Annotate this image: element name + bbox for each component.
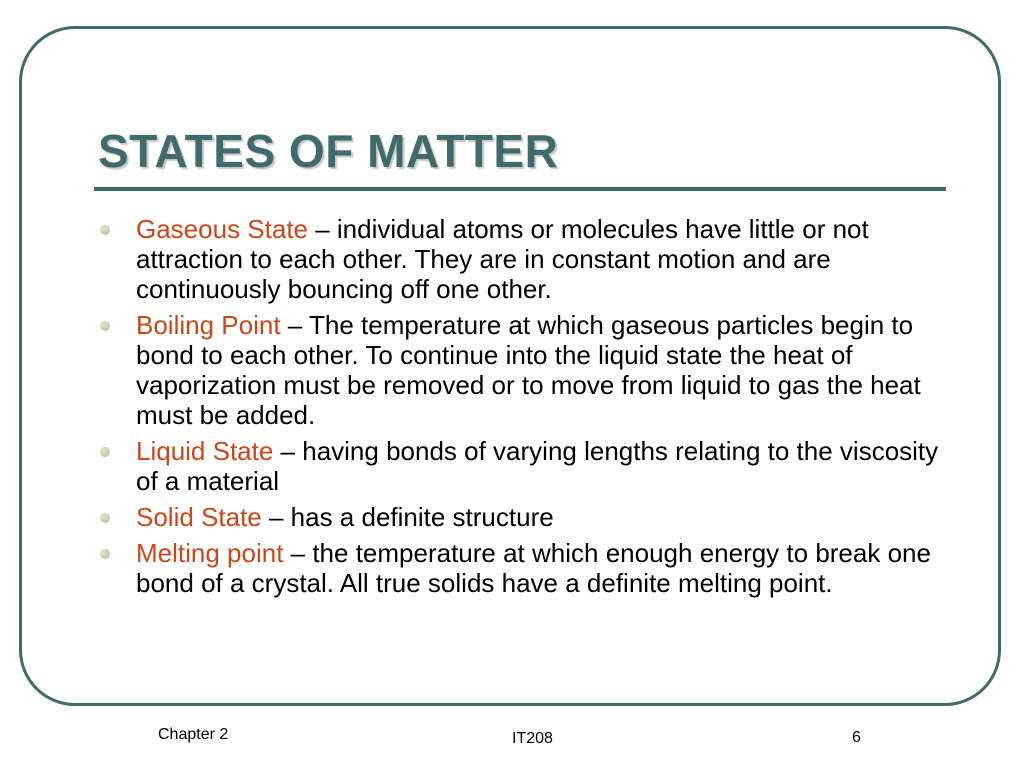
bullet-text: – individual atoms or molecules have little or not attraction to each other. They are in constant motion and are continuously bouncing off one other. xyxy=(136,214,869,304)
bullet-dot-icon xyxy=(100,225,110,235)
bullet-term: Gaseous State xyxy=(136,214,308,244)
bullet-text: – having bonds of varying lengths relating to the viscosity of a material xyxy=(136,436,939,496)
footer-chapter: Chapter 2 xyxy=(158,726,229,743)
bullet-item-gaseous-state xyxy=(98,214,946,304)
footer-page-number: 6 xyxy=(852,729,861,746)
bullet-term: Melting point xyxy=(136,538,284,568)
bullet-list xyxy=(98,214,946,604)
bullet-term: Solid State xyxy=(136,502,262,532)
title-underline xyxy=(94,187,946,191)
bullet-dot-icon xyxy=(100,513,110,523)
bullet-item-liquid-state xyxy=(98,436,946,496)
footer-course-code: IT208 xyxy=(512,730,553,747)
bullet-term: Liquid State xyxy=(136,436,274,466)
bullet-text: – has a definite structure xyxy=(261,502,554,532)
bullet-item-solid-state xyxy=(98,502,946,532)
bullet-term: Boiling Point xyxy=(136,310,281,340)
bullet-dot-icon xyxy=(100,549,110,559)
slide-title: STATES OF MATTER xyxy=(98,125,559,177)
bullet-dot-icon xyxy=(100,321,110,331)
bullet-item-melting-point xyxy=(98,538,946,598)
bullet-text: – The temperature at which gaseous particles begin to bond to each other. To continue into the liquid state the heat of vaporization must be removed or to move from liquid to gas the heat must be added. xyxy=(136,310,921,430)
bullet-dot-icon xyxy=(100,447,110,457)
bullet-text: – the temperature at which enough energy to break one bond of a crystal. All true solids have a definite melting point. xyxy=(136,538,931,598)
bullet-item-boiling-point xyxy=(98,310,946,430)
